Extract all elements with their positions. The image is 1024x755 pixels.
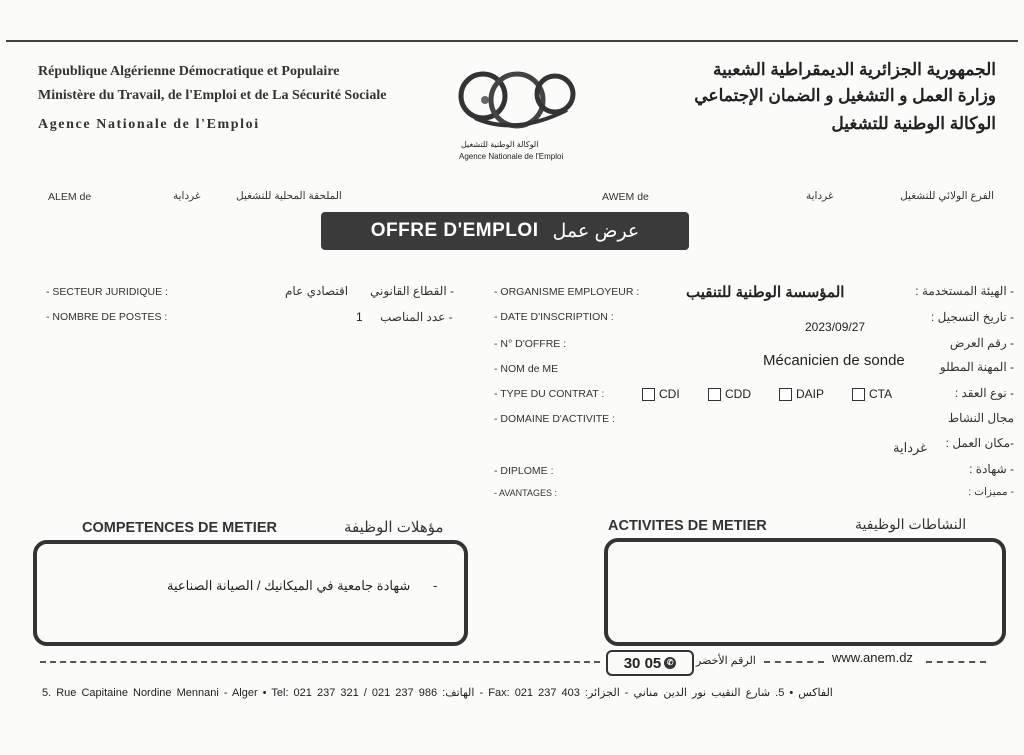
checkbox-daip[interactable] <box>779 388 792 401</box>
footer-dashed-line-right <box>926 661 986 663</box>
green-number-box <box>606 650 694 676</box>
contrat-cdi-option[interactable] <box>642 387 680 401</box>
secteur-label: - SECTEUR JURIDIQUE : <box>46 286 168 298</box>
header-fr-republic: République Algérienne Démocratique et Populaire <box>38 64 340 79</box>
awem-ar-label: الفرع الولائي للتشغيل <box>900 190 994 202</box>
offre-emploi-banner <box>321 212 689 250</box>
offre-ar-label: - رقم العرض <box>949 336 1014 350</box>
daip-label: DAIP <box>796 387 825 401</box>
competences-title-ar: مؤهلات الوظيفة <box>344 519 444 536</box>
cdi-label: CDI <box>659 387 680 401</box>
checkbox-cdd[interactable] <box>708 388 721 401</box>
nom-value: Mécanicien de sonde <box>763 352 905 369</box>
footer-dashed-line-left <box>40 661 600 663</box>
organisme-label: - ORGANISME EMPLOYEUR : <box>494 286 640 298</box>
alem-ar-label: الملحقة المحلية للتشغيل <box>236 190 342 202</box>
date-value: 2023/09/27 <box>805 320 866 334</box>
activites-box <box>604 538 1006 646</box>
awem-label: AWEM de <box>602 191 649 203</box>
checkbox-cdi[interactable] <box>642 388 655 401</box>
green-number: 30 05 <box>623 654 662 672</box>
activites-title-ar: النشاطات الوظيفية <box>855 516 967 532</box>
postes-label: - NOMBRE DE POSTES : <box>46 311 168 323</box>
header-ar-ministry: وزارة العمل و التشغيل و الضمان الإجتماعي <box>694 86 996 105</box>
cta-label: CTA <box>869 387 893 401</box>
footer-address: 5. Rue Capitaine Nordine Mennani - Alger • Tel: 021 237 321 / 021 237 986 :الهاتف - Fax: 021 237 403 :الفاكس • 5. شارع النقيب نور الدين مناني - الجزائر <box>42 687 833 699</box>
contrat-label: - TYPE DU CONTRAT : <box>494 388 605 400</box>
logo-fr-text: Agence Nationale de l'Emploi <box>459 152 564 161</box>
header-ar-republic: الجمهورية الجزائرية الديمقراطية الشعبية <box>713 60 996 79</box>
contrat-cta-option[interactable] <box>852 387 892 401</box>
banner-ar-title: عرض عمل <box>552 220 640 242</box>
domaine-ar-label: مجال النشاط <box>948 411 1014 425</box>
avantages-label: - AVANTAGES : <box>494 488 558 498</box>
green-number-label: الرقم الأخضر <box>696 655 756 667</box>
contrat-daip-option[interactable] <box>779 387 824 401</box>
competences-item: شهادة جامعية في الميكانيك / الصيانة الصناعية <box>167 578 411 593</box>
competences-title-fr: COMPETENCES DE METIER <box>82 520 277 536</box>
alem-label: ALEM de <box>48 191 92 203</box>
logo-ar-text: الوكالة الوطنية للتشغيل <box>461 140 539 149</box>
top-border-line <box>6 40 1018 42</box>
postes-value: 1 <box>356 310 363 324</box>
offre-label: - N° D'OFFRE : <box>494 338 567 350</box>
diplome-label: - DIPLOME : <box>494 465 554 477</box>
awem-city: غرداية <box>806 190 834 202</box>
nom-ar-label: - المهنة المطلو <box>939 360 1014 374</box>
phone-icon: ✆ <box>664 657 676 669</box>
competences-box <box>33 540 468 646</box>
postes-ar-label: - عدد المناصب <box>380 310 453 324</box>
header-ar-agency: الوكالة الوطنية للتشغيل <box>831 114 996 133</box>
banner-fr-title: OFFRE D'EMPLOI <box>370 220 539 241</box>
secteur-value: اقتصادي عام <box>285 284 349 298</box>
organisme-value: المؤسسة الوطنية للتنقيب <box>686 284 845 301</box>
website-link[interactable]: www.anem.dz <box>832 650 913 665</box>
header-fr-ministry: Ministère du Travail, de l'Emploi et de La Sécurité Sociale <box>38 88 387 103</box>
anem-logo <box>455 58 585 166</box>
domaine-label: - DOMAINE D'ACTIVITE : <box>494 413 616 425</box>
organisme-ar-label: - الهيئة المستخدمة : <box>915 284 1014 298</box>
secteur-ar-label: - القطاع القانوني <box>370 284 454 298</box>
date-label: - DATE D'INSCRIPTION : <box>494 311 614 323</box>
lieu-ar-label: -مكان العمل : <box>945 436 1014 450</box>
checkbox-cta[interactable] <box>852 388 865 401</box>
avantages-ar-label: - مميزات : <box>968 486 1014 498</box>
anem-logo-icon <box>455 58 585 138</box>
lieu-value: غرداية <box>893 440 927 455</box>
contrat-ar-label: - نوع العقد : <box>954 386 1014 400</box>
activites-title-fr: ACTIVITES DE METIER <box>608 518 767 534</box>
contrat-cdd-option[interactable] <box>708 387 751 401</box>
date-ar-label: - تاريخ التسجيل : <box>931 310 1014 324</box>
footer-dashed-line-mid <box>764 661 824 663</box>
header-fr-agency: Agence Nationale de l'Emploi <box>38 117 260 132</box>
competences-bullet: - <box>433 578 438 593</box>
diplome-ar-label: - شهادة : <box>969 462 1014 476</box>
alem-city: غرداية <box>173 190 201 202</box>
nom-label: - NOM de ME <box>494 363 559 375</box>
cdd-label: CDD <box>725 387 751 401</box>
